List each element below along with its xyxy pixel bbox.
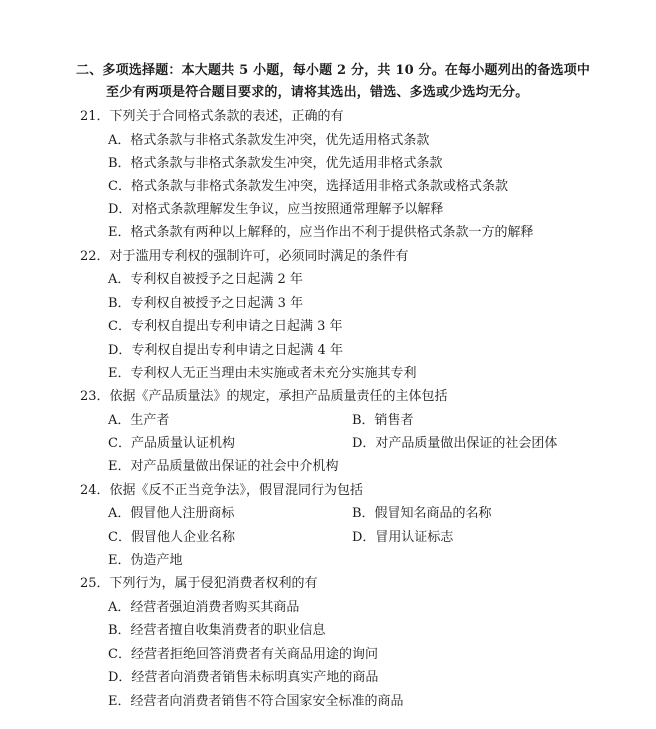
question-25-option-a: A．经营者强迫消费者购买其商品: [108, 600, 300, 615]
question-23-option-b: B．销售者: [352, 413, 414, 428]
question-22-option-c: C．专利权自提出专利申请之日起满 3 年: [108, 319, 343, 334]
question-23-option-e: E．对产品质量做出保证的社会中介机构: [108, 459, 339, 474]
question-24-stem: 24．依据《反不正当竞争法》，假冒混同行为包括: [80, 483, 364, 498]
question-22-option-a: A．专利权自被授予之日起满 2 年: [108, 272, 303, 287]
question-23-stem: 23．依据《产品质量法》的规定，承担产品质量责任的主体包括: [80, 389, 448, 404]
section-heading: [76, 60, 616, 104]
question-24-option-a: A．假冒他人注册商标: [108, 506, 235, 521]
section-heading-line1: 二、多项选择题：本大题共 5 小题，每小题 2 分，共 10 分。在每小题列出的备选项中: [76, 63, 591, 78]
question-25-option-d: D．经营者向消费者销售未标明真实产地的商品: [108, 670, 379, 685]
question-24-option-b: B．假冒知名商品的名称: [352, 506, 492, 521]
question-21-option-a: A．格式条款与非格式条款发生冲突，优先适用格式条款: [108, 133, 430, 148]
question-22-option-e: E．专利权人无正当理由未实施或者未充分实施其专利: [108, 366, 417, 381]
question-22-stem: 22．对于滥用专利权的强制许可，必须同时满足的条件有: [80, 249, 409, 264]
question-21-option-d: D．对格式条款理解发生争议，应当按照通常理解予以解释: [108, 202, 444, 217]
question-25-option-e: E．经营者向消费者销售不符合国家安全标准的商品: [108, 694, 404, 709]
question-21-option-b: B．格式条款与非格式条款发生冲突，优先适用非格式条款: [108, 156, 443, 171]
question-23-option-a: A．生产者: [108, 413, 170, 428]
question-23-option-c: C．产品质量认证机构: [108, 436, 235, 451]
question-24-option-e: E．伪造产地: [108, 553, 183, 568]
question-25-option-b: B．经营者擅自收集消费者的职业信息: [108, 623, 326, 638]
question-21-option-c: C．格式条款与非格式条款发生冲突，选择适用非格式条款或格式条款: [108, 179, 508, 194]
question-21-stem: 21．下列关于合同格式条款的表述，正确的有: [80, 109, 344, 124]
question-25-option-c: C．经营者拒绝回答消费者有关商品用途的询问: [108, 647, 378, 662]
question-21-option-e: E．格式条款有两种以上解释的，应当作出不利于提供格式条款一方的解释: [108, 225, 534, 240]
question-22-option-b: B．专利权自被授予之日起满 3 年: [108, 296, 304, 311]
question-24-option-c: C．假冒他人企业名称: [108, 530, 235, 545]
question-22-option-d: D．专利权自提出专利申请之日起满 4 年: [108, 343, 343, 358]
question-23-option-d: D．对产品质量做出保证的社会团体: [352, 436, 558, 451]
section-heading-line2: 至少有两项是符合题目要求的，请将其选出，错选、多选或少选均无分。: [106, 85, 529, 100]
question-24-option-d: D．冒用认证标志: [352, 530, 454, 545]
question-25-stem: 25．下列行为，属于侵犯消费者权利的有: [80, 576, 318, 591]
